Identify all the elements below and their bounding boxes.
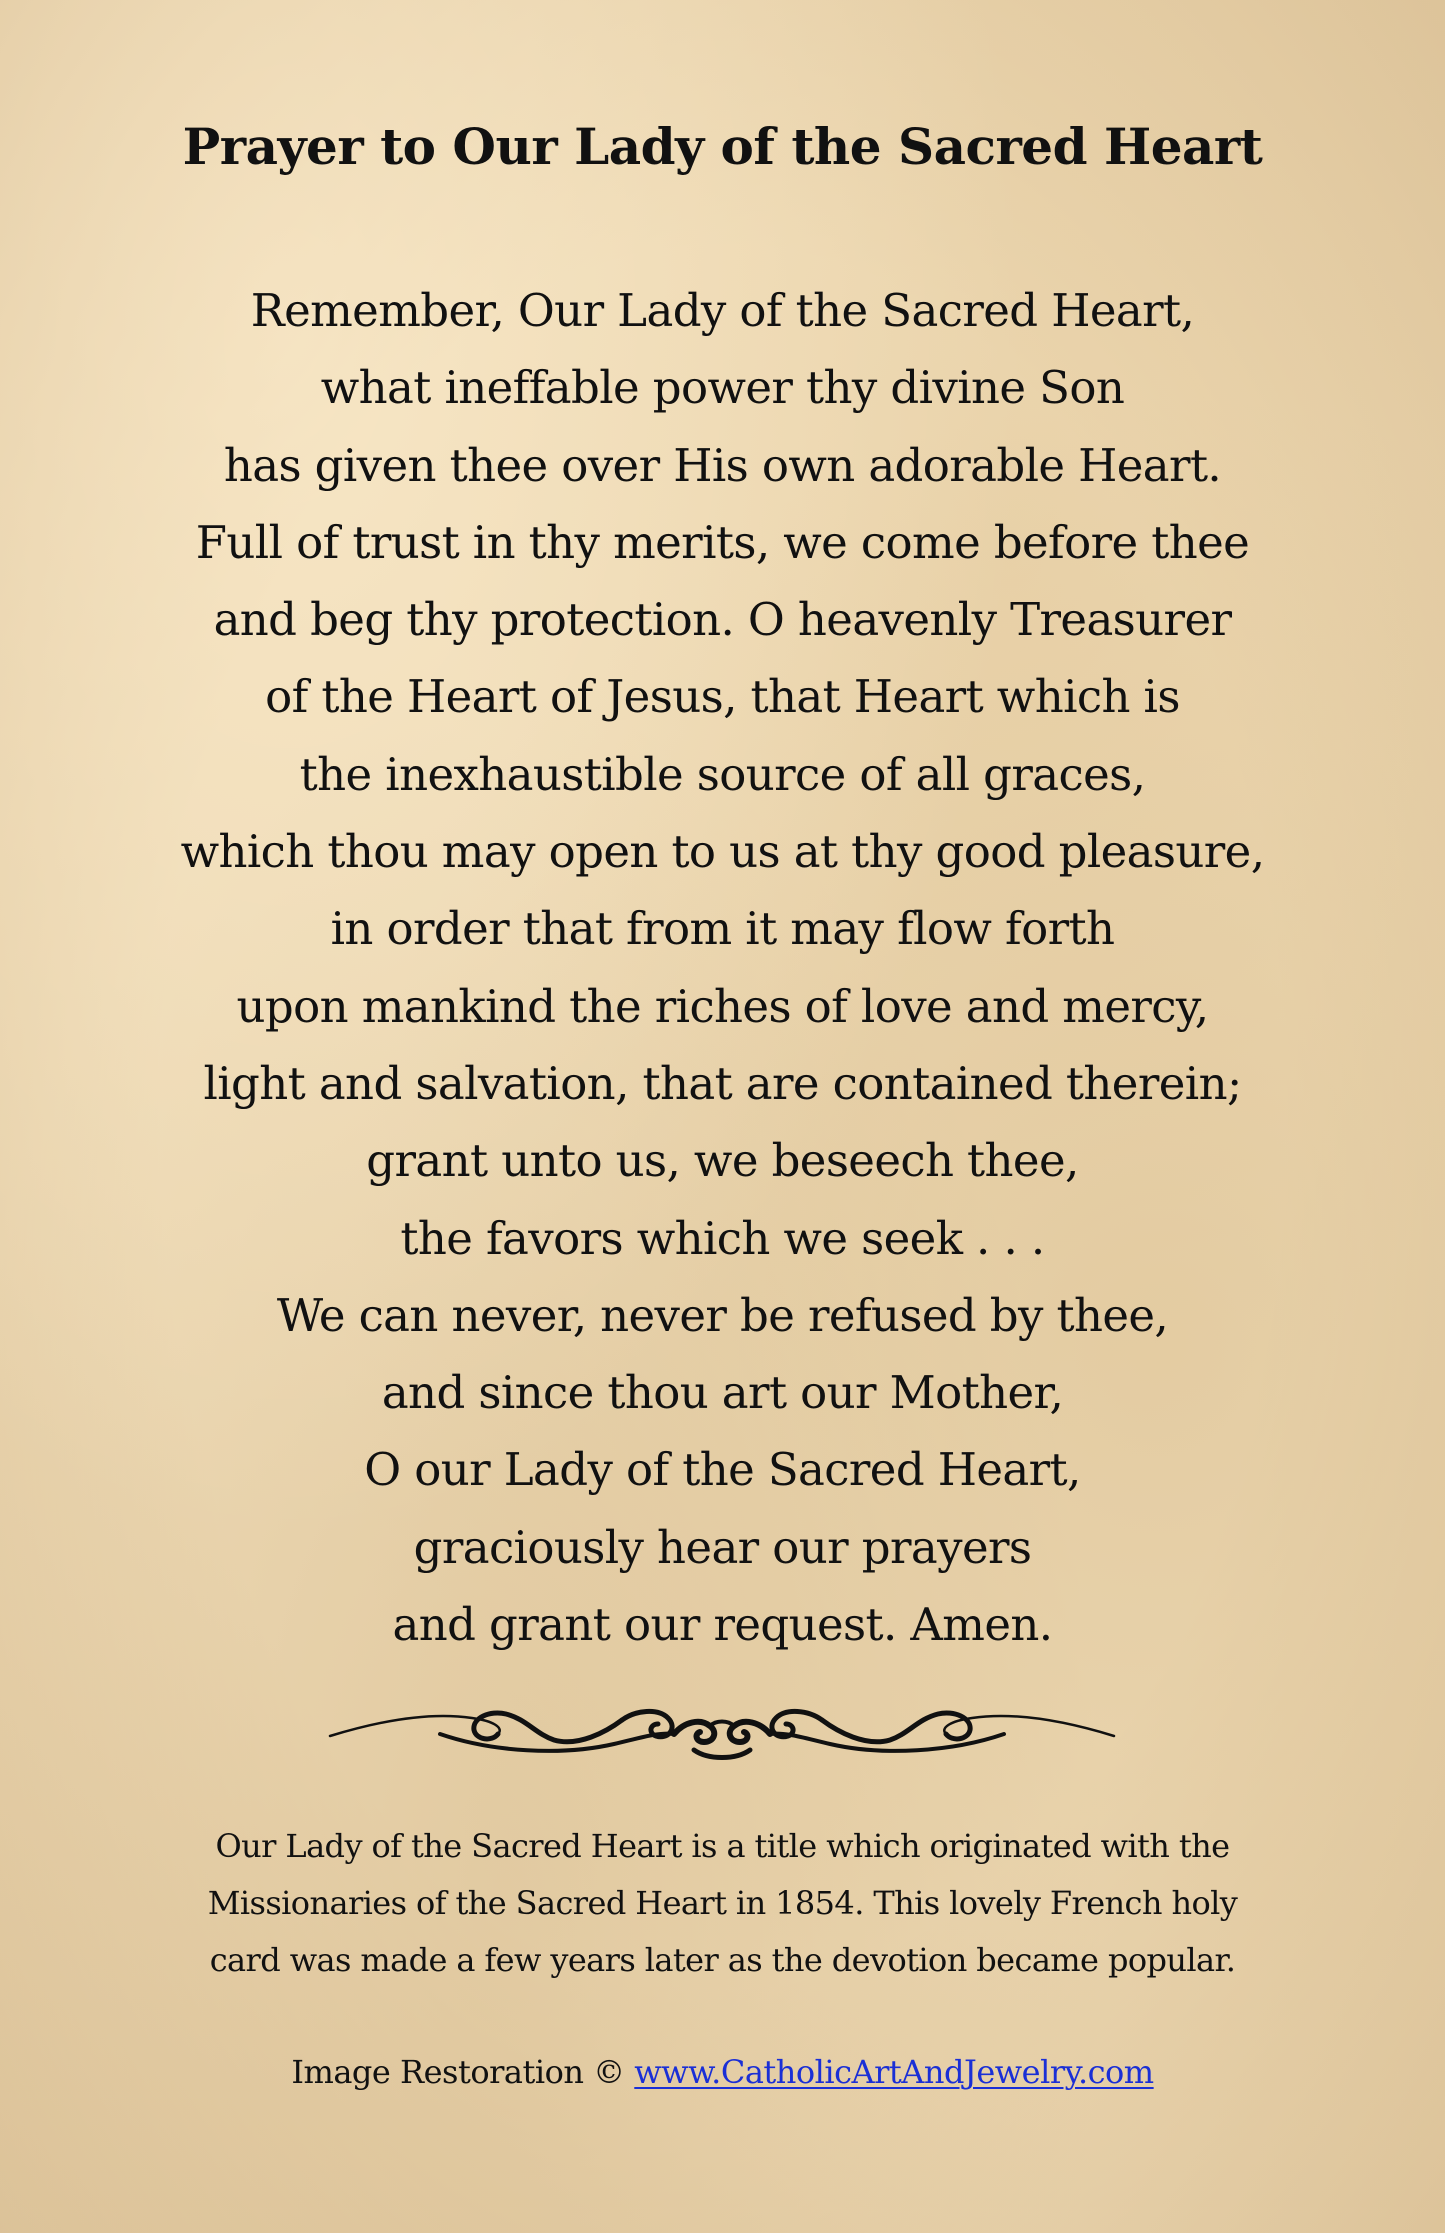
prayer-line: in order that from it may flow forth: [330, 902, 1115, 956]
prayer-line: the inexhaustible source of all graces,: [299, 747, 1146, 801]
prayer-line: Remember, Our Lady of the Sacred Heart,: [250, 284, 1195, 337]
prayer-line: grant unto us, we beseech thee,: [366, 1134, 1079, 1188]
prayer-line: has given thee over His own adorable Heart.: [223, 438, 1222, 492]
prayer-line: and grant our request. Amen.: [392, 1598, 1053, 1652]
prayer-line: graciously hear our prayers: [413, 1520, 1032, 1574]
prayer-line: of the Heart of Jesus, that Heart which is: [265, 670, 1180, 724]
prayer-line: and beg thy protection. O heavenly Treasurer: [213, 593, 1232, 647]
prayer-line: light and salvation, that are contained therein;: [203, 1056, 1242, 1110]
prayer-line: We can never, never be refused by thee,: [276, 1288, 1169, 1342]
prayer-text: [0, 272, 1445, 1663]
history-note: [0, 1818, 1445, 1989]
credit-prefix: Image Restoration ©: [291, 2053, 625, 2091]
prayer-line: O our Lady of the Sacred Heart,: [364, 1443, 1081, 1497]
note-line: Missionaries of the Sacred Heart in 1854. This lovely French holy: [207, 1884, 1238, 1922]
note-line: Our Lady of the Sacred Heart is a title which originated with the: [215, 1827, 1230, 1865]
note-line: card was made a few years later as the devotion became popular.: [209, 1941, 1236, 1979]
scroll-flourish-icon: [322, 1690, 1122, 1770]
prayer-line: what ineffable power thy divine Son: [320, 361, 1125, 415]
prayer-line: Full of trust in thy merits, we come before thee: [195, 515, 1250, 569]
prayer-line: and since thou art our Mother,: [381, 1366, 1064, 1420]
prayer-line: the favors which we seek . . .: [400, 1211, 1045, 1265]
image-credit: [0, 2042, 1445, 2102]
website-link[interactable]: www.CatholicArtAndJewelry.com: [634, 2053, 1154, 2091]
prayer-line: upon mankind the riches of love and mercy,: [236, 979, 1209, 1033]
prayer-line: which thou may open to us at thy good pleasure,: [180, 825, 1265, 879]
page-title: Prayer to Our Lady of the Sacred Heart: [182, 117, 1263, 176]
